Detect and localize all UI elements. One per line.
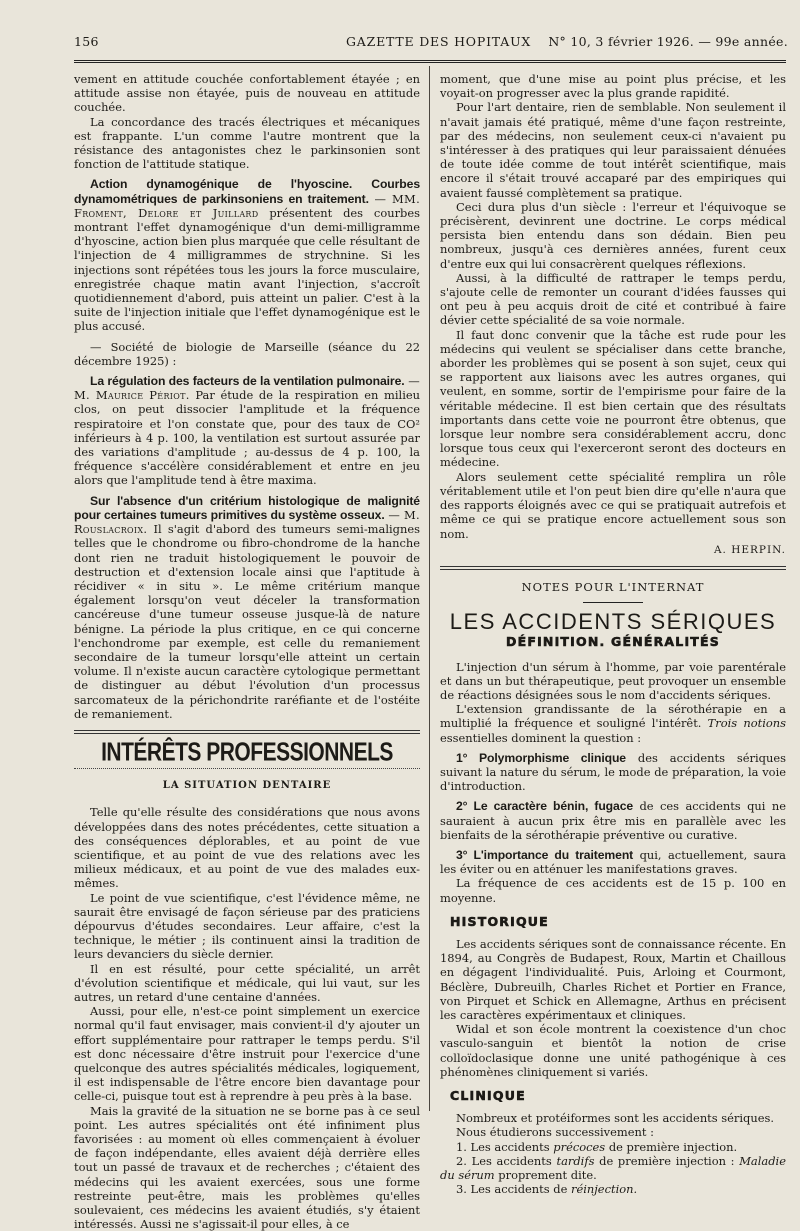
paragraph: Nombreux et protéiformes sont les accidents sériques.: [456, 1111, 775, 1126]
paragraph: Aussi, pour elle, n'est-ce point simplement un exercice normal qu'il faut envisager, mais convient-il d'y ajouter un effort supplémentaire pour rattraper le temps perdu. S'il est donc nécessaire d'être instruit pour l'exercice d'une quelconque des autres spécialités médicales, logiquement, il est indispensable de l'être encore bien davantage pour celle-ci, puisque tout est à reprendre à peu près à la base.: [74, 1004, 420, 1104]
section-rule: [74, 733, 420, 734]
column-separator: [429, 66, 430, 1111]
communication-text: Il s'agit d'abord des tumeurs semi-malignes telles que le chondrome ou fibro-chondrome de la hanche dont rien ne traduit histologiquement le pouvoir de destruction et d'extension locale ainsi que l'aptitude à récidiver « in situ ». Le même critérium manque également lorsqu'on veut déceler la transformation cancéreuse d'une tumeur osseuse jusque-là de nature bénigne. La période la plus critique, en ce qui concerne l'enchondrome par exemple, est celle du remaniement secondaire de la tumeur lorsqu'elle atteint un certain volume. Il n'existe aucun caractère cytologique permettant de distinguer au début l'évolution d'un processus sarcomateux de la périchondrite raréfiante et de l'ostéite de remaniement.: [74, 522, 420, 721]
notion-item: [440, 848, 786, 876]
communication-authors: — M. Rouslacroix.: [74, 507, 420, 537]
paragraph: Les accidents sériques sont de connaissance récente. En 1894, au Congrès de Budapest, Roux, Martin et Chaillous en dégagent l'individualité. Puis, Arloing et Courmont, Béclère, Dubreuilh, Charles Richet et Portier en France, von Pirquet et Schick en Allemagne, Arthus en précisent les caractères expérimentaux et cliniques.: [440, 936, 786, 1022]
issue-info: N° 10, 3 février 1926. — 99e année.: [548, 34, 788, 49]
header-rule: [74, 60, 786, 63]
paragraph: moment, que d'une mise au point plus précise, et les voyait-on progresser avec la plus grande rapidité.: [440, 72, 786, 101]
text-emphasis: Maladie du sérum: [440, 1153, 786, 1183]
text-emphasis: Trois notions: [707, 716, 787, 731]
notion-item: [440, 799, 786, 842]
paragraph: Mais la gravité de la situation ne se borne pas à ce seul point. Les autres spécialités ont été infiniment plus favorisées : au moment où elles commençaient à évoluer de façon indépendante, elles avaient déjà derrière elles tout un passé de travaux et de recherches ; c'étaient des médecins qui les avaient exercées, sous une forme restreinte peut-être, mais les problèmes qu'elles soulevaient, ces médecins les avaient étudiés, s'y étaient intéressés. Aussi ne s'agissait-il pour elles, à ce: [74, 1103, 420, 1231]
communication-title: Action dynamogénique de l'hyoscine. Courbes dynamométriques de parkinsoniens en traitement.: [74, 177, 420, 206]
journal-title: GAZETTE DES HOPITAUX: [346, 34, 532, 49]
notion-text: des accidents sériques suivant la nature du sérum, le mode de préparation, la voie d'introduction.: [440, 750, 787, 794]
communication-froment: [74, 177, 420, 333]
section-title: INTÉRÊTS PROFESSIONNELS: [101, 737, 393, 767]
communication-authors: — M. Maurice Périot.: [74, 374, 421, 403]
list-item: [440, 1154, 786, 1182]
communication-rouslacroix: [74, 494, 420, 721]
communication-periot: [74, 374, 420, 488]
notion-label: 2° Le caractère bénin, fugace: [456, 799, 634, 814]
paragraph: vement en attitude couchée confortablement étayée ; en attitude assise non étayée, puis de nouveau en attitude couchée.: [74, 72, 420, 115]
paragraph: L'injection d'un sérum à l'homme, par voie parentérale et dans un but thérapeutique, peut provoquer un ensemble de réactions désignées sous le nom d'accidents sériques.: [440, 659, 786, 702]
text-run: essentielles dominent la question :: [440, 730, 642, 745]
paragraph: [440, 702, 786, 745]
list-item: [440, 1140, 786, 1154]
text-emphasis: précoces: [553, 1139, 606, 1154]
paragraph: Le point de vue scientifique, c'est l'évidence même, ne saurait être envisagé de façon sérieuse par des praticiens dépourvus d'études secondaires. Leur affaire, c'est la technique, le métier ; ils continuent ainsi la tradition de leurs devanciers du siècle dernier.: [74, 890, 420, 962]
communication-text: présentent des courbes montrant l'effet dynamogénique d'un demi-milligramme d'hyoscine, action bien plus marquée que celle résultant de l'injection de 4 milligrammes de strychnine. Si les injections sont répétées tous les jours la force musculaire, enregistrée chaque matin avant l'injection, s'accroît quotidiennement d'abord, puis atteint un palier. C'est à la suite de l'injection initiale que l'effet dynamogénique est le plus accusé.: [74, 205, 421, 334]
communication-authors: — MM. Froment, Delore et Juillard: [74, 191, 421, 220]
text-run: 3. Les accidents de: [456, 1182, 568, 1197]
paragraph: La concordance des tracés électriques et mécaniques est frappante. L'un comme l'autre montrent que la résistance des antagonistes chez le parkinsonien sont fonction de l'attitude statique.: [74, 114, 420, 172]
paragraph: Pour l'art dentaire, rien de semblable. Non seulement il n'avait jamais été pratiqué, même d'une façon restreinte, par des médecins, non seulement ceux-ci n'avaient pu s'intéresser à des pratiques qui leur paraissaient dénuées de toute idée comme de tout intérêt scientifique, mais encore il s'était trouvé accaparé par des empiriques qui avaient faussé complètement sa pratique.: [440, 100, 786, 200]
notion-item: [440, 751, 786, 794]
heading-clinique: CLINIQUE: [450, 1088, 526, 1103]
paragraph: Alors seulement cette spécialité remplira un rôle véritablement utile et l'on peut bien dire qu'elle n'aura que des rapports éloignés avec ce qui se pratiquait autrefois et même ce qui se pratique encore actuellement sous son nom.: [440, 469, 786, 541]
section-rule: [74, 730, 420, 731]
text-run: de première injection.: [608, 1139, 738, 1154]
paragraph: Aussi, à la difficulté de rattraper le temps perdu, s'ajoute celle de remonter un courant d'idées fausses qui ont peu à peu acquis droit de cité et contribué à faire dévier cette spécialité de sa voie normale.: [440, 270, 786, 328]
paragraph: Il en est résulté, pour cette spécialité, un arrêt d'évolution scientifique et médicale, qui lui vaut, sur les autres, un retard d'une centaine d'années.: [74, 961, 420, 1004]
right-column: [440, 72, 786, 1196]
communication-text: Par étude de la respiration en milieu clos, on peut dissocier l'amplitude et la fréquence respiratoire et l'on constate que, pour des taux de CO² inférieurs à 4 p. 100, la ventilation est surtout assurée par des variations d'amplitude ; au-dessus de 4 p. 100, la fréquence s'accélère considérablement et entre en jeu alors que l'amplitude tend à être maxima.: [74, 388, 421, 488]
author-signature: A. HERPIN.: [713, 543, 786, 556]
paragraph: Telle qu'elle résulte des considérations que nous avons développées dans des notes précédentes, cette situation a des conséquences déplorables, et au point de vue scientifique, et au point de vue des relations avec les milieux médicaux, et au point de vue des malades eux-mêmes.: [74, 805, 420, 891]
communication-title: Sur l'absence d'un critérium histologique de malignité pour certaines tumeurs primitives du système osseux.: [74, 493, 420, 522]
communication-title: La régulation des facteurs de la ventilation pulmonaire.: [90, 374, 405, 389]
page-number: 156: [74, 34, 99, 49]
society-heading: — Société de biologie de Marseille (séance du 22 décembre 1925) :: [74, 339, 420, 368]
section-rule: [440, 566, 786, 567]
text-run: proprement dite.: [498, 1168, 597, 1183]
running-header: [74, 34, 788, 50]
paragraph: Il faut donc convenir que la tâche est rude pour les médecins qui veulent se spécialiser dans cette branche, aborder les problèmes qui se posent à son sujet, ceux qui se rapportent aux liaisons avec les autres organes, qui veulent, en somme, sortir de l'empirisme pour faire de la véritable médecine. Il est bien certain que des résultats importants dans cette voie ne pourront être obtenus, que lorsque leur nombre sera considérablement accru, donc lorsque tous ceux qui l'exerceront seront des docteurs en médecine.: [440, 327, 786, 470]
section-rule: [440, 569, 786, 570]
paragraph: Ceci dura plus d'un siècle : l'erreur et l'équivoque se précisèrent, devinrent une doctrine. Le corps médical persista bien entendu dans son dédain. Bien peu nombreux, jusqu'à ces dernières années, furent ceux d'entre eux qui lui consacrèrent quelques réflexions.: [440, 199, 786, 271]
text-run: L'extension grandissante de la sérothérapie en a multiplié la fréquence et souligné l'intérêt.: [440, 702, 786, 731]
text-run: de première injection :: [599, 1153, 735, 1168]
notion-label: 1° Polymorphisme clinique: [456, 750, 626, 765]
heading-historique: HISTORIQUE: [450, 913, 549, 929]
paragraph: Widal et son école montrent la coexistence d'un choc vasculo-sanguin et bientôt la notion de crise colloïdoclasique donne une unité pathogénique à ces phénomènes cliniquement si variés.: [440, 1022, 786, 1079]
article-title: LES ACCIDENTS SÉRIQUES: [449, 609, 777, 635]
heading-definition: DÉFINITION. GÉNÉRALITÉS: [506, 634, 720, 650]
subsection-title: LA SITUATION DENTAIRE: [162, 780, 332, 792]
short-rule: [583, 602, 643, 603]
text-emphasis: réinjection.: [571, 1182, 638, 1197]
notion-label: 3° L'importance du traitement: [456, 847, 634, 862]
left-column: [74, 72, 420, 1231]
text-run: 2. Les accidents: [456, 1153, 552, 1168]
list-item: [440, 1182, 786, 1196]
text-run: 1. Les accidents: [456, 1139, 550, 1154]
text-emphasis: tardifs: [556, 1153, 595, 1168]
notes-label: NOTES POUR L'INTERNAT: [521, 579, 705, 594]
notion-text: qui, actuellement, saura les éviter ou en atténuer les manifestations graves.: [440, 847, 786, 877]
notion-text: de ces accidents qui ne sauraient à aucun prix être mis en parallèle avec les bienfaits de la sérothérapie préventive ou curative.: [440, 799, 786, 842]
paragraph: La fréquence de ces accidents est de 15 p. 100 en moyenne.: [440, 876, 786, 905]
section-rule: [74, 768, 420, 769]
paragraph: Nous étudierons successivement :: [456, 1125, 654, 1140]
